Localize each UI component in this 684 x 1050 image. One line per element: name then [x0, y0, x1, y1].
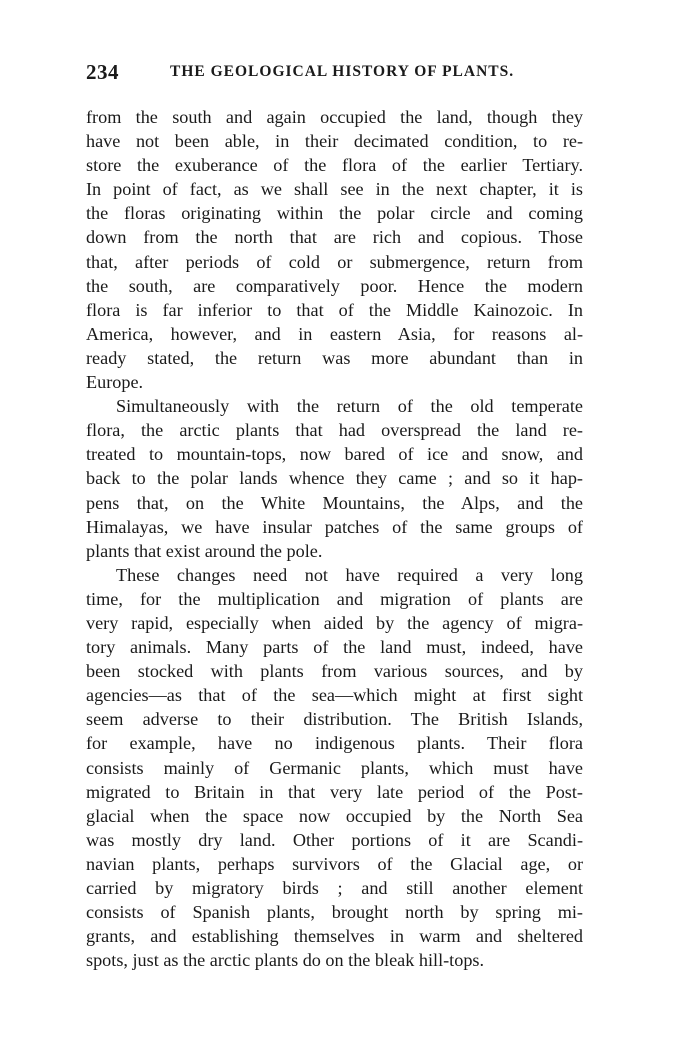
- text-line: back to the polar lands whence they came ; and so it hap-: [86, 468, 583, 489]
- paragraph-1: [86, 105, 583, 394]
- paragraph-3: [86, 563, 583, 973]
- running-title: THE GEOLOGICAL HISTORY OF PLANTS.: [170, 63, 515, 80]
- text-line: pens that, on the White Mountains, the Alps, and the: [86, 492, 583, 513]
- text-line: down from the north that are rich and copious. Those: [86, 227, 583, 248]
- text-line: grants, and establishing themselves in warm and sheltered: [86, 926, 583, 947]
- text-line: was mostly dry land. Other portions of it are Scandi-: [86, 829, 583, 850]
- text-line: America, however, and in eastern Asia, for reasons al-: [86, 323, 583, 344]
- text-line: migrated to Britain in that very late period of the Post-: [86, 781, 583, 802]
- text-line: very rapid, especially when aided by the agency of migra-: [86, 612, 583, 633]
- text-line: been stocked with plants from various sources, and by: [86, 661, 583, 682]
- text-line: from the south and again occupied the land, though they: [86, 107, 583, 127]
- text-line: glacial when the space now occupied by the North Sea: [86, 805, 583, 826]
- text-line: the south, are comparatively poor. Hence the modern: [86, 275, 583, 296]
- text-line: These changes need not have required a very long: [116, 564, 583, 585]
- text-line: that, after periods of cold or submergence, return from: [86, 251, 583, 272]
- text-line: the floras originating within the polar circle and coming: [86, 203, 583, 224]
- page-header: [86, 60, 586, 90]
- text-line: time, for the multiplication and migration of plants are: [86, 588, 583, 609]
- text-line: Europe.: [86, 372, 144, 393]
- text-line: consists mainly of Germanic plants, which must have: [86, 757, 583, 778]
- text-line: In point of fact, as we shall see in the next chapter, it is: [86, 179, 583, 200]
- text-line: navian plants, perhaps survivors of the Glacial age, or: [86, 853, 583, 874]
- text-line: consists of Spanish plants, brought north by spring mi-: [86, 902, 583, 923]
- page-number: 234: [86, 60, 119, 84]
- text-line: ready stated, the return was more abundant than in: [86, 347, 583, 368]
- text-line: Himalayas, we have insular patches of the same groups of: [86, 516, 583, 537]
- text-line: store the exuberance of the flora of the earlier Tertiary.: [86, 155, 583, 176]
- text-line: treated to mountain-tops, now bared of ice and snow, and: [86, 444, 583, 465]
- text-line: agencies—as that of the sea—which might at first sight: [86, 685, 583, 706]
- text-line: flora is far inferior to that of the Middle Kainozoic. In: [86, 299, 583, 320]
- text-line: seem adverse to their distribution. The British Islands,: [86, 709, 583, 730]
- text-line: for example, have no indigenous plants. Their flora: [86, 733, 583, 754]
- text-line: Simultaneously with the return of the old temperate: [116, 396, 583, 417]
- text-line: have not been able, in their decimated condition, to re-: [86, 131, 583, 152]
- body-text: [86, 105, 583, 972]
- text-line: flora, the arctic plants that had overspread the land re-: [86, 420, 583, 441]
- text-line: plants that exist around the pole.: [86, 540, 323, 561]
- paragraph-2: [86, 394, 583, 563]
- text-line: tory animals. Many parts of the land must, indeed, have: [86, 637, 583, 658]
- text-line: carried by migratory birds ; and still another element: [86, 878, 583, 898]
- text-line: spots, just as the arctic plants do on the bleak hill-tops.: [86, 950, 485, 971]
